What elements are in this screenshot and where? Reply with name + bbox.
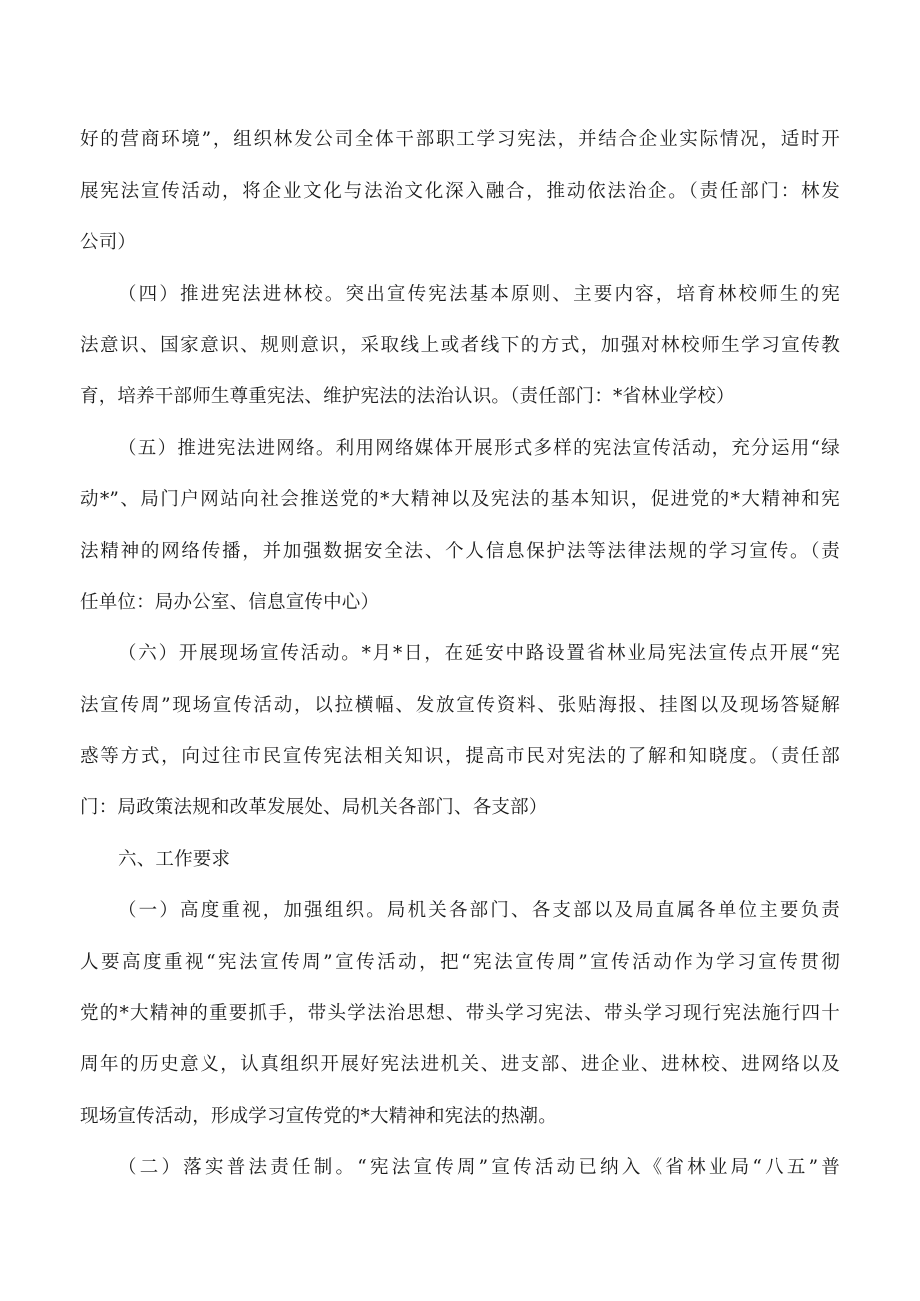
text-line: 法意识、国家意识、规则意识，采取线上或者线下的方式，加强对林校师生学习宣传教 [80,335,840,356]
text-line: 现场宣传活动，形成学习宣传党的*大精神和宪法的热潮。 [80,1106,557,1127]
paragraph-heading: （一）高度重视，加强组织。局机关各部门、各支部以及局直属各单位主要负责 [118,900,840,921]
text-line: 好的营商环境”，组织林发公司全体干部职工学习宪法，并结合企业实际情况，适时开 [80,129,840,150]
paragraph-heading: （二）落实普法责任制。“宪法宣传周”宣传活动已纳入《省林业局“八五”普 [118,1157,840,1178]
text-line: 党的*大精神的重要抓手，带头学法治思想、带头学习宪法、带头学习现行宪法施行四十 [80,1003,840,1024]
text-line: 育，培养干部师生尊重宪法、维护宪法的法治认识。（责任部门：*省林业学校） [80,386,735,407]
text-line: 周年的历史意义，认真组织开展好宪法进机关、进支部、进企业、进林校、进网络以及 [80,1054,840,1075]
paragraph-heading: （五）推进宪法进网络。利用网络媒体开展形式多样的宪法宣传活动，充分运用“绿 [118,438,840,459]
text-line: 法宣传周”现场宣传活动，以拉横幅、发放宣传资料、张贴海报、挂图以及现场答疑解 [80,695,840,716]
text-line: 动*”、局门户网站向社会推送党的*大精神以及宪法的基本知识，促进党的*大精神和宪 [80,489,840,510]
text-line: 任单位：局办公室、信息宣传中心） [80,592,380,613]
text-line: 人要高度重视“宪法宣传周”宣传活动，把“宪法宣传周”宣传活动作为学习宣传贯彻 [80,952,840,973]
text-line: 门：局政策法规和改革发展处、局机关各部门、各支部） [80,797,548,818]
paragraph-heading: （六）开展现场宣传活动。*月*日，在延安中路设置省林业局宪法宣传点开展“宪 [118,643,840,664]
section-heading: 六、工作要求 [118,849,231,870]
text-line: 惑等方式，向过往市民宣传宪法相关知识，提高市民对宪法的了解和知晓度。（责任部 [80,746,840,767]
paragraph-heading: （四）推进宪法进林校。突出宣传宪法基本原则、主要内容，培育林校师生的宪 [118,284,840,305]
text-line: 法精神的网络传播，并加强数据安全法、个人信息保护法等法律法规的学习宣传。（责 [80,541,840,562]
text-line: 展宪法宣传活动，将企业文化与法治文化深入融合，推动依法治企。（责任部门：林发 [80,181,840,202]
text-line: 公司） [80,232,137,253]
